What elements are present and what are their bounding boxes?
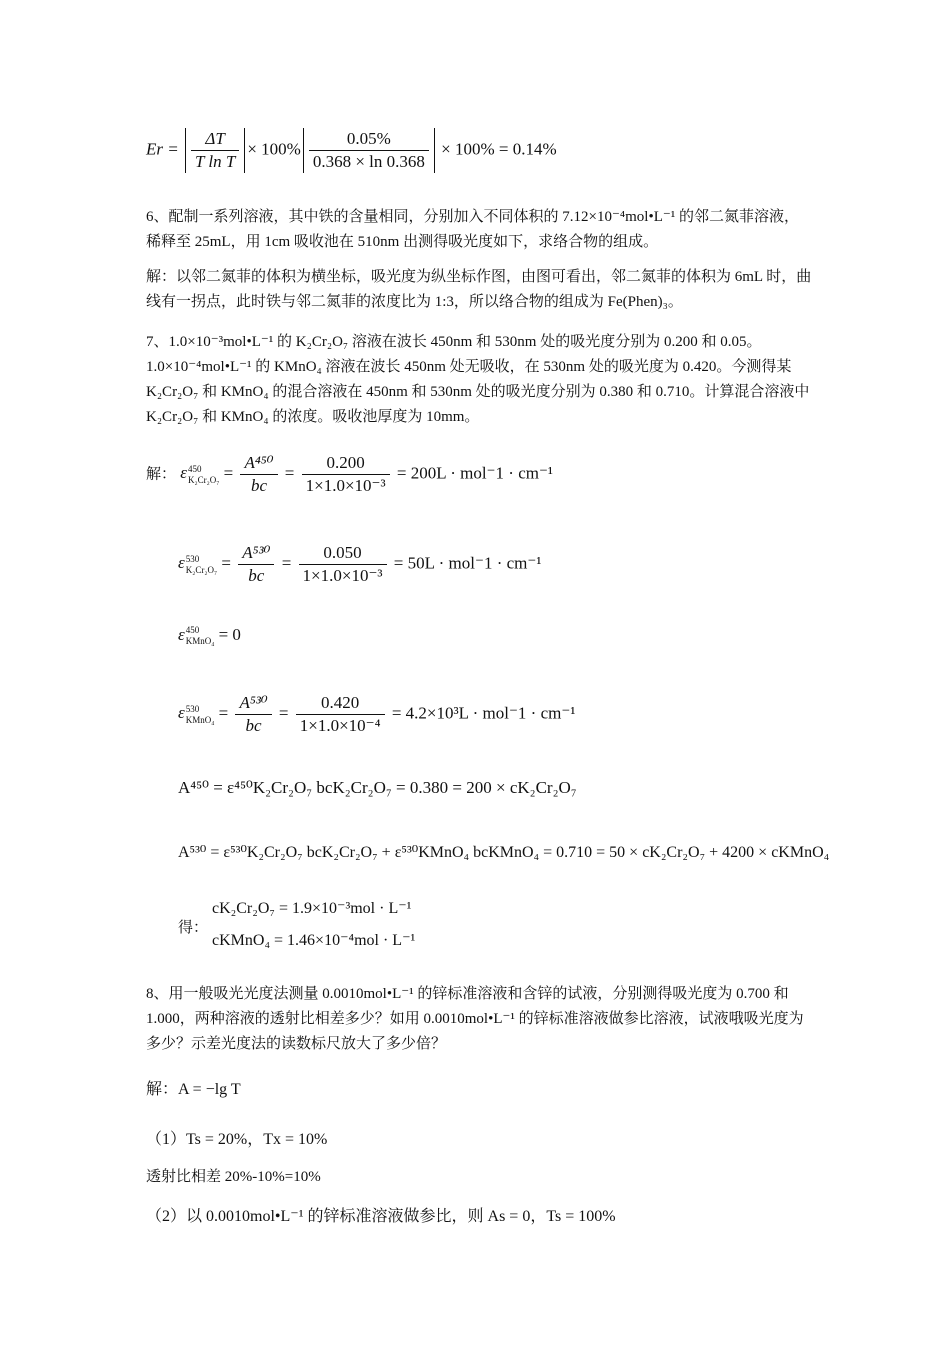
result-kmno4: cKMnO₄ = 1.46×10⁻⁴mol · L⁻¹ — [212, 932, 416, 949]
eq2-frac-a — [238, 542, 274, 587]
er-fraction-1 — [191, 128, 239, 173]
eq4-num: A⁵³⁰ — [235, 692, 271, 715]
eq4-rhs: = 4.2×10³L · mol⁻1 · cm⁻¹ — [391, 703, 576, 723]
eq2-frac-b — [299, 542, 387, 587]
eq1-frac-a — [240, 452, 277, 497]
eq2-den: bc — [248, 566, 265, 585]
er-fraction-2 — [309, 128, 429, 173]
eq2-rhs: = 50L · mol⁻1 · cm⁻¹ — [393, 553, 542, 573]
absorbance-definition: 解：A = −lg T — [146, 1081, 241, 1098]
step-2: （2）以 0.0010mol•L⁻¹ 的锌标准溶液做参比，则 As = 0，Ts = 100% — [146, 1208, 616, 1225]
er-den-1: T ln T — [194, 152, 236, 171]
question-6: 6、配制一系列溶液，其中铁的含量相同，分别加入不同体积的 7.12×10⁻⁴mol•L⁻¹ 的邻二氮菲溶液，稀释至 25mL，用 1cm 吸收池在 510nm 出测得吸光度如下，求络合物的组成。 — [146, 209, 800, 250]
eq4-frac-a — [235, 692, 271, 737]
answer-6: 解：以邻二氮菲的体积为横坐标，吸光度为纵坐标作图，由图可看出，邻二氮菲的体积为 6mL 时，曲线有一拐点，此时铁与邻二氮菲的浓度比为 1:3，所以络合物的组成为 Fe(Phen)₃。 — [146, 269, 812, 310]
epsilon-scripts — [188, 464, 219, 486]
eq1-frac-b — [302, 452, 390, 497]
eps-sup: 530 — [185, 703, 200, 714]
absorbance-530-equation: A⁵³⁰ = ε⁵³⁰K₂Cr₂O₇ bcK₂Cr₂O₇ + ε⁵³⁰KMnO₄ bcKMnO₄ = 0.710 = 50 × cK₂Cr₂O₇ + 4200 × cKMnO₄ — [178, 844, 830, 861]
question-7: 7、1.0×10⁻³mol•L⁻¹ 的 K₂Cr₂O₇ 溶液在波长 450nm 和 530nm 处的吸光度分别为 0.200 和 0.05。1.0×10⁻⁴mol•L⁻¹ 的 KMnO₄ 溶液在波长 450nm 处无吸收，在 530nm 处的吸光度为 0.420。今测得某 K₂Cr₂O₇ 和 KMnO₄ 的混合溶液在 450nm 和 530nm 处的吸光度分别为 0.380 和 0.710。计算混合溶液中 K₂Cr₂O₇ 和 KMnO₄ 的浓度。吸收池厚度为 10mm。 — [146, 334, 810, 425]
eps-sub: KMnO₄ — [185, 636, 215, 647]
eps-sub: K₂Cr₂O₇ — [185, 564, 218, 575]
er-abs-1 — [185, 128, 245, 173]
step-1: （1）Ts = 20%，Tx = 10% — [146, 1131, 328, 1148]
epsilon-kmno4-530-equation: ε 530 KMnO₄ = $\frac{\text{A⁵³⁰}}{bc}$ = $\frac{0.420}{\text{1×1.0×10⁻⁴}}$ = 4.2×10³L · mol⁻1 · cm⁻¹ — [178, 693, 576, 735]
epsilon-kmno4-450-equation — [178, 625, 241, 647]
eq4-den: bc — [245, 716, 262, 735]
solve-label-7: 解： — [146, 466, 177, 483]
absorbance-450-equation: A⁴⁵⁰ = ε⁴⁵⁰K₂Cr₂O₇ bcK₂Cr₂O₇ = 0.380 = 200 × cK₂Cr₂O₇ — [178, 778, 577, 797]
er-rhs: × 100% = 0.14% — [441, 139, 557, 159]
epsilon-symbol: ε — [178, 553, 185, 573]
epsilon-symbol: ε — [178, 703, 185, 723]
epsilon-symbol: ε — [180, 463, 187, 483]
epsilon-k2cr2o7-530-equation: ε 530 K₂Cr₂O₇ = $\frac{\text{A⁵³⁰}}{bc}$ = $\frac{0.050}{\text{1×1.0×10⁻³}}$ = 50L · mol⁻1 · cm⁻¹ — [178, 543, 542, 585]
epsilon-scripts — [186, 704, 215, 726]
eq1-den2: 1×1.0×10⁻³ — [305, 476, 386, 495]
epsilon-scripts — [186, 625, 215, 647]
eq1-rhs: = 200L · mol⁻1 · cm⁻¹ — [396, 463, 554, 483]
eq2-num: A⁵³⁰ — [238, 542, 274, 565]
eps-sup: 450 — [185, 625, 200, 636]
eq2-den2: 1×1.0×10⁻³ — [302, 566, 383, 585]
result-k2cr2o7: cK₂Cr₂O₇ = 1.9×10⁻³mol · L⁻¹ — [212, 900, 412, 917]
eq3-rhs: = 0 — [218, 625, 241, 644]
er-num-2: 0.05% — [309, 128, 429, 151]
eq1-num2: 0.200 — [302, 452, 390, 475]
result-label: 得： — [178, 920, 209, 936]
step-1-note: 透射比相差 20%-10%=10% — [146, 1169, 321, 1185]
er-den-2: 0.368 × ln 0.368 — [312, 152, 425, 171]
epsilon-scripts — [186, 554, 217, 576]
er-num-1: ΔT — [191, 128, 239, 151]
er-mid: × 100% — [247, 139, 301, 159]
result-block — [178, 898, 578, 958]
eps-sub: K₂Cr₂O₇ — [187, 474, 220, 485]
eq1-den: bc — [250, 476, 268, 495]
eps-sup: 530 — [185, 553, 200, 564]
epsilon-k2cr2o7-450-equation: 解： ε 450 K₂Cr₂O₇ = $\frac{\text{A⁴⁵⁰}}{bc}$ = $\frac{0.200}{\text{1×1.0×10⁻³}}$ = 200L · mol⁻1 · cm⁻¹ — [146, 453, 554, 495]
eq4-frac-b — [296, 692, 385, 737]
eq4-num2: 0.420 — [296, 692, 385, 715]
er-lhs: Er = — [146, 139, 179, 159]
eps-sup: 450 — [187, 463, 202, 474]
eq2-num2: 0.050 — [299, 542, 387, 565]
question-8: 8、用一般吸光光度法测量 0.0010mol•L⁻¹ 的锌标准溶液和含锌的试液，分别测得吸光度为 0.700 和 1.000，两种溶液的透射比相差多少？如用 0.0010mol•L⁻¹ 的锌标准溶液做参比溶液，试液哦吸光度为多少？示差光度法的读数标尺放大了多少倍？ — [146, 986, 804, 1052]
eq1-num: A⁴⁵⁰ — [240, 452, 277, 475]
er-abs-2 — [303, 128, 435, 173]
eq4-den2: 1×1.0×10⁻⁴ — [299, 716, 381, 735]
eps-sub: KMnO₄ — [185, 714, 215, 725]
epsilon-symbol: ε — [178, 625, 185, 644]
relative-error-equation — [146, 128, 557, 173]
